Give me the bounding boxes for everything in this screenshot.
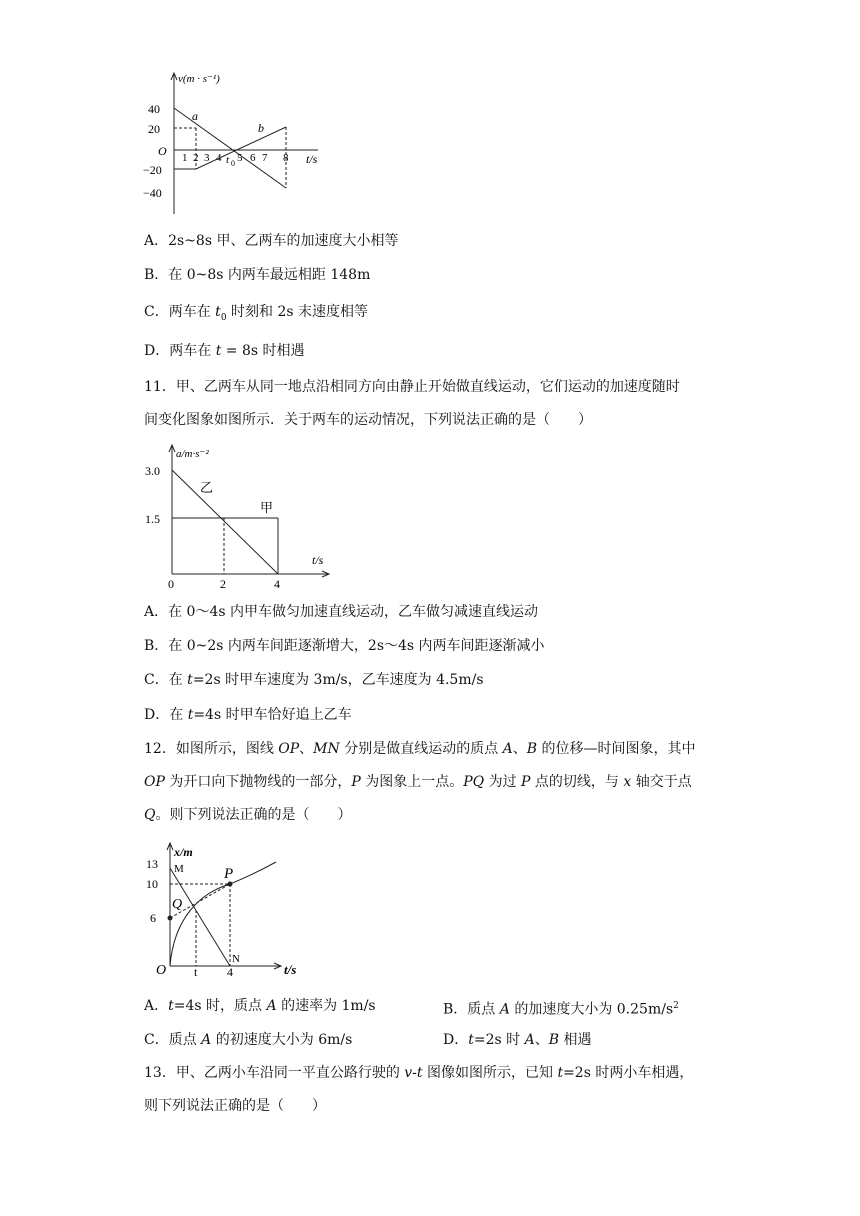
y-tick: 10: [146, 877, 158, 891]
origin-label: O: [156, 963, 167, 978]
q12-a: A: [266, 998, 277, 1014]
x-tick: 2: [193, 152, 199, 164]
line-yi: [172, 470, 278, 574]
label-m: M: [174, 863, 184, 875]
label-yi: 乙: [200, 480, 214, 495]
q12-sup: 2: [673, 1001, 679, 1011]
x-tick: t: [194, 965, 198, 978]
x-tick: 2: [220, 577, 226, 591]
x-tick: 3: [204, 152, 210, 164]
q11-option-c-post: =2s 时甲车速度为 3m/s，乙车速度为 4.5m/s: [192, 672, 484, 688]
x-tick: 5: [237, 152, 243, 164]
q12-text: 为图象上一点。: [360, 774, 464, 790]
y-tick: −20: [143, 163, 162, 177]
x-tick: 8: [283, 152, 289, 164]
q12-text: 、: [512, 741, 527, 757]
q12-p: P: [351, 774, 361, 790]
q12-text: C．质点: [144, 1032, 202, 1048]
q11-option-a: A．在 0～4s 内甲车做匀加速直线运动，乙车做匀减速直线运动: [144, 604, 539, 620]
q12-p: P: [521, 774, 531, 790]
q12-op: OP: [144, 774, 165, 790]
q10-option-d: [144, 342, 305, 360]
label-q: Q: [172, 897, 183, 912]
line-b-label: b: [258, 121, 264, 135]
q11-option-b: B．在 0~2s 内两车间距逐渐增大，2s～4s 内两车间距逐渐减小: [144, 638, 545, 654]
y-tick: 13: [146, 857, 158, 871]
y-axis-label: a/m·s⁻²: [176, 448, 209, 460]
q12-text: B．质点: [443, 1001, 500, 1018]
x-tick: 4: [274, 577, 280, 591]
q12-option-a: [144, 997, 376, 1015]
q12-t: t: [168, 998, 174, 1014]
q13-t: t: [557, 1065, 564, 1081]
x-tick: 0: [168, 577, 174, 591]
q12-mn: MN: [313, 741, 340, 757]
q12-text: 的速率为 1m/s: [276, 998, 376, 1014]
label-p: P: [224, 866, 234, 882]
q10-option-b: B．在 0~8s 内两车最远相距 148m: [144, 267, 371, 283]
q12-text: 12．如图所示，图线: [144, 741, 279, 757]
q10-option-d-t: t: [215, 343, 222, 359]
x-tick: 1: [182, 152, 188, 164]
q12-text: 相遇: [559, 1032, 592, 1048]
q13-stem-line-1: [144, 1064, 693, 1082]
q12-text: =4s 时，质点: [173, 998, 267, 1014]
line-a: [174, 108, 286, 188]
q12-a: A: [201, 1032, 212, 1048]
x-tick: 4: [216, 152, 222, 164]
q12-stem-line-2: [144, 773, 692, 791]
q12-a: A: [499, 1001, 510, 1018]
q11-option-c-t: t: [187, 672, 193, 688]
q12-option-c: [144, 1031, 352, 1049]
q12-x: x: [623, 774, 632, 790]
q12-op: OP: [278, 741, 300, 757]
line-a-label: a: [192, 109, 198, 123]
q12-text: 的初速度大小为 6m/s: [211, 1032, 353, 1048]
q10-option-c-sub: 0: [220, 312, 227, 323]
q10-option-d-eq: = 8s: [221, 343, 259, 359]
q11-option-c: [144, 671, 484, 689]
q11-stem-line-1: 11．甲、乙两车从同一地点沿相同方向由静止开始做直线运动，它们运动的加速度随时: [144, 379, 680, 395]
q12-text: 、: [534, 1032, 549, 1048]
t0-label: t: [226, 154, 230, 166]
q12-text: 轴交于点: [631, 774, 692, 790]
q12-text: 的位移—时间图象，其中: [537, 741, 696, 757]
q12-t: t: [468, 1032, 474, 1048]
q10-option-c-pre: C．两车在: [144, 304, 211, 320]
q12-stem-line-1: [144, 740, 696, 758]
y-axis-label: x/m: [174, 845, 193, 859]
q13-text: 13．甲、乙两小车沿同一平直公路行驶的: [144, 1065, 405, 1081]
x-tick: 6: [250, 152, 256, 164]
label-n: N: [232, 953, 240, 965]
q12-option-d: [443, 1031, 591, 1049]
q12-pq: PQ: [463, 774, 485, 790]
q11-option-d-t: t: [187, 707, 194, 723]
q12-text: 分别是做直线运动的质点: [339, 741, 503, 757]
q12-text: 。则下列说法正确的是（ ）: [155, 807, 352, 823]
y-axis-label: v(m · s⁻¹): [178, 73, 220, 85]
q10-option-c-post: 时刻和 2s 末速度相等: [231, 304, 368, 320]
q10-option-c: [144, 303, 368, 327]
q11-option-d-post: =4s 时甲车恰好追上乙车: [193, 707, 352, 723]
q11-option-c-pre: C．在: [144, 672, 188, 688]
q12-text: 点的切线，与: [530, 774, 624, 790]
q12-q: Q: [144, 807, 156, 823]
y-tick: −40: [143, 186, 162, 200]
q11-option-d-pre: D．在: [144, 707, 188, 723]
q11-option-d: [144, 706, 352, 724]
q12-text: 、: [299, 741, 314, 757]
q13-text: =2s 时两小车相遇，: [563, 1065, 694, 1081]
y-tick: 3.0: [145, 464, 160, 478]
curve-op: [170, 862, 276, 966]
vt-graph-figure: [140, 68, 340, 218]
xt-graph-figure: [140, 838, 310, 978]
q10-option-d-pre: D．两车在: [144, 343, 212, 359]
x-axis-label: t/s: [284, 962, 297, 977]
y-tick: 40: [148, 102, 160, 116]
q12-text: 的加速度大小为 0.25m/s: [509, 1001, 674, 1018]
y-tick: 1.5: [145, 512, 160, 526]
label-jia: 甲: [260, 500, 274, 515]
y-tick: 20: [148, 122, 160, 136]
t0-subscript: 0: [231, 159, 235, 168]
q10-option-c-t: t: [215, 304, 221, 320]
at-graph-figure: [142, 440, 342, 592]
q12-text: D．: [443, 1032, 469, 1048]
q12-option-b: [443, 997, 679, 1019]
x-axis-label: t/s: [306, 152, 318, 166]
q12-text: =2s 时: [473, 1032, 525, 1048]
q10-option-d-post: 时相遇: [262, 343, 305, 359]
x-axis-label: t/s: [312, 553, 324, 567]
q12-text: 为过: [484, 774, 522, 790]
q12-stem-line-3: [144, 806, 351, 824]
q12-b: B: [548, 1032, 560, 1048]
q12-text: A．: [144, 998, 169, 1014]
x-tick: 7: [262, 152, 268, 164]
q12-a: A: [524, 1032, 535, 1048]
line-mn: [170, 868, 230, 966]
x-tick: 4: [227, 965, 233, 978]
q13-vt: v-t: [404, 1065, 423, 1081]
q11-stem-line-2: 间变化图象如图所示．关于两车的运动情况，下列说法正确的是（ ）: [144, 412, 592, 428]
q12-text: 为开口向下抛物线的一部分，: [164, 774, 352, 790]
q13-text: 图像如图所示，已知: [422, 1065, 558, 1081]
y-tick: 6: [150, 911, 156, 925]
q12-b: B: [526, 741, 538, 757]
origin-label: O: [158, 144, 167, 158]
q10-option-a: A．2s~8s 甲、乙两车的加速度大小相等: [144, 233, 399, 249]
q13-stem-line-2: 则下列说法正确的是（ ）: [144, 1098, 326, 1114]
q12-a: A: [502, 741, 513, 757]
